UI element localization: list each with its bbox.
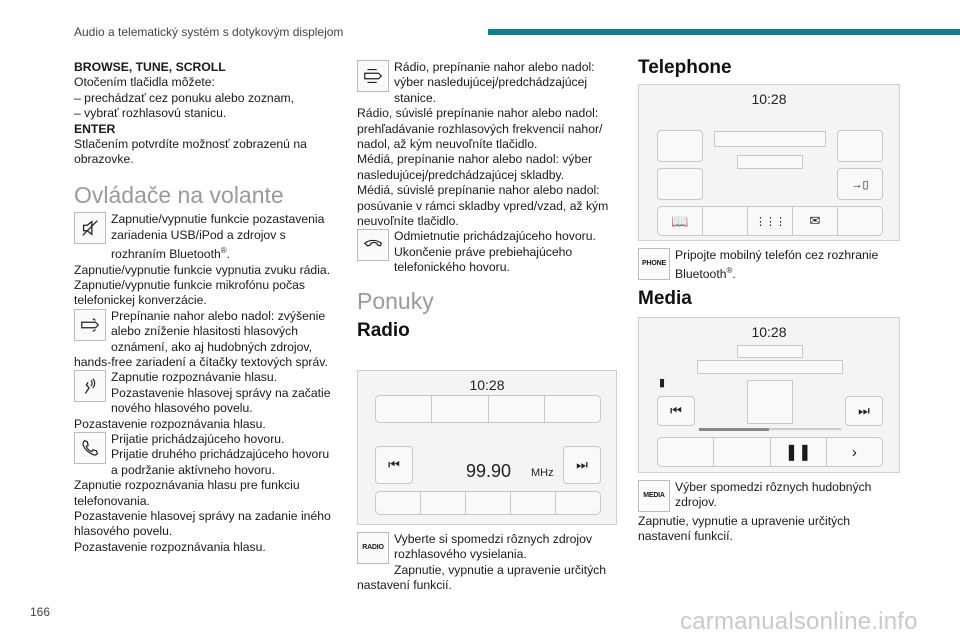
tel-display-line-2 <box>737 155 803 169</box>
telephone-clock: 10:28 <box>751 91 787 107</box>
radio-clock: 10:28 <box>469 377 505 393</box>
page-number: 166 <box>30 605 51 619</box>
tel-button-top-left <box>657 130 703 162</box>
column-1 <box>74 60 339 555</box>
tel-button-top-right <box>837 130 883 162</box>
message-icon: ✉ <box>792 207 837 235</box>
radio-prev-button <box>375 446 413 484</box>
media-description: MEDIA Výber spomedzi rôznych hudobných zdrojov. Zapnutie, vypnutie a upravenie určitých nastavení funkcií. <box>638 480 872 544</box>
phone-source-icon: PHONE <box>638 248 670 280</box>
media-display-line-1 <box>737 345 803 358</box>
browse-line-1: Otočením tlačidla môžete: <box>74 75 215 90</box>
control-item-mute: Zapnutie/vypnutie funkcie pozastavenia zariadenia USB/iPod a zdrojov s rozhraním Bluetooth®. Zapnutie/vypnutie funkcie vypnutia zvuku rádia. Zapnutie/vypnutie funkcie mikrofónu počas telefonickej konverzácie. <box>74 212 331 308</box>
phone-reject-icon <box>357 229 389 261</box>
media-bottom-bar <box>657 437 883 467</box>
control-item-reject: Odmietnutie prichádzajúceho hovoru. Ukončenie práve prebiehajúceho telefonického hovoru. <box>357 229 619 275</box>
browse-line-2: – prechádzať cez ponuku alebo zoznam, <box>74 90 295 105</box>
enter-title: ENTER <box>74 121 116 136</box>
usb-source-icon: ▮ <box>659 377 666 389</box>
media-display-line-2 <box>697 360 843 374</box>
column-2 <box>357 60 619 342</box>
media-clock: 10:28 <box>751 324 787 340</box>
contacts-icon: 📖 <box>671 212 689 229</box>
media-source-icon: MEDIA <box>638 480 670 512</box>
radio-source-icon: RADIO <box>357 532 389 564</box>
voice-icon <box>74 370 106 402</box>
running-header: Audio a telematický systém s dotykovým displejom <box>74 25 344 39</box>
mute-icon <box>74 212 106 244</box>
next-icon: ⏭ <box>858 403 870 418</box>
previous-icon: ⏮ <box>388 457 400 472</box>
tel-transfer-button <box>837 168 883 200</box>
volume-lever-icon <box>74 309 106 341</box>
media-next-button <box>845 396 883 426</box>
radio-screen-illustration <box>357 370 617 525</box>
media-prev-button <box>657 396 695 426</box>
telephone-bottom-bar <box>657 206 883 236</box>
control-item-voice: Zapnutie rozpoznávanie hlasu. Pozastavenie hlasovej správy na začatie nového hlasového povelu. Pozastavenie rozpoznávania hlasu. <box>74 370 331 431</box>
radio-heading: Radio <box>357 320 410 342</box>
header-accent-bar <box>488 29 960 35</box>
media-progress-fill <box>699 428 769 431</box>
album-art <box>747 380 793 424</box>
previous-icon: ⏮ <box>670 403 682 418</box>
telephone-heading: Telephone <box>638 57 732 78</box>
radio-frequency: 99.90 <box>466 461 512 481</box>
control-item-seek: Rádio, prepínanie nahor alebo nadol: výber nasledujúcej/predchádzajúcej stanice. Rádio, súvislé prepínanie nahor alebo nadol: prehľadávanie rozhlasových frekvencií nahor/ nadol, až kým neuvoľníte tlačidlo. Médiá, prepínanie nahor alebo nadol: výber nasledujúcej/predchádzajúcej skladby. Médiá, súvislé prepínanie nahor alebo nadol: posúvanie v rámci skladby vpred/vzad, až kým neuvoľníte tlačidlo. <box>357 60 609 229</box>
radio-top-bar <box>375 395 601 423</box>
telephone-description: PHONE Pripojte mobilný telefón cez rozhranie Bluetooth®. <box>638 248 900 283</box>
tel-display-line-1 <box>714 131 826 147</box>
keypad-icon: ⋮⋮⋮ <box>747 207 792 235</box>
radio-frequency-unit: MHz <box>531 467 554 479</box>
radio-next-button <box>563 446 601 484</box>
transfer-to-phone-icon: →▯ <box>851 178 869 191</box>
media-screen-illustration <box>638 317 900 473</box>
chevron-right-icon: › <box>826 438 882 466</box>
pause-icon: ❚❚ <box>770 438 826 466</box>
radio-bottom-bar <box>375 491 601 515</box>
steering-controls-heading: Ovládače na volante <box>74 181 284 208</box>
radio-description: RADIO Vyberte si spomedzi rôznych zdrojov rozhlasového vysielania. Zapnutie, vypnutie a upravenie určitých nastavení funkcií. <box>357 532 607 593</box>
browse-title: BROWSE, TUNE, SCROLL <box>74 60 226 74</box>
media-heading: Media <box>638 288 692 309</box>
watermark: carmanualsonline.info <box>680 608 918 635</box>
tel-button-mid-left <box>657 168 703 200</box>
telephone-screen-illustration <box>638 84 900 241</box>
phone-answer-icon <box>74 432 106 464</box>
control-item-answer: Prijatie prichádzajúceho hovoru. Prijatie druhého prichádzajúceho hovoru a podržanie aktívneho hovoru. Zapnutie rozpoznávania hlasu pre funkciu telefonovania. Pozastavenie hlasovej správy na zadanie iného hlasového povelu. Pozastavenie rozpoznávania hlasu. <box>74 432 331 554</box>
browse-line-3: – vybrať rozhlasovú stanicu. <box>74 106 227 121</box>
control-item-volume: Prepínanie nahor alebo nadol: zvýšenie alebo zníženie hlasitosti hlasových oznámení, ako aj hudobných zdrojov, hands-free zariadení a čítačky textových správ. <box>74 308 328 369</box>
next-icon: ⏭ <box>576 457 588 472</box>
enter-text: Stlačením potvrdíte možnosť zobrazenú na obrazovke. <box>74 137 307 167</box>
menus-heading: Ponuky <box>357 287 434 314</box>
seek-lever-icon <box>357 60 389 92</box>
